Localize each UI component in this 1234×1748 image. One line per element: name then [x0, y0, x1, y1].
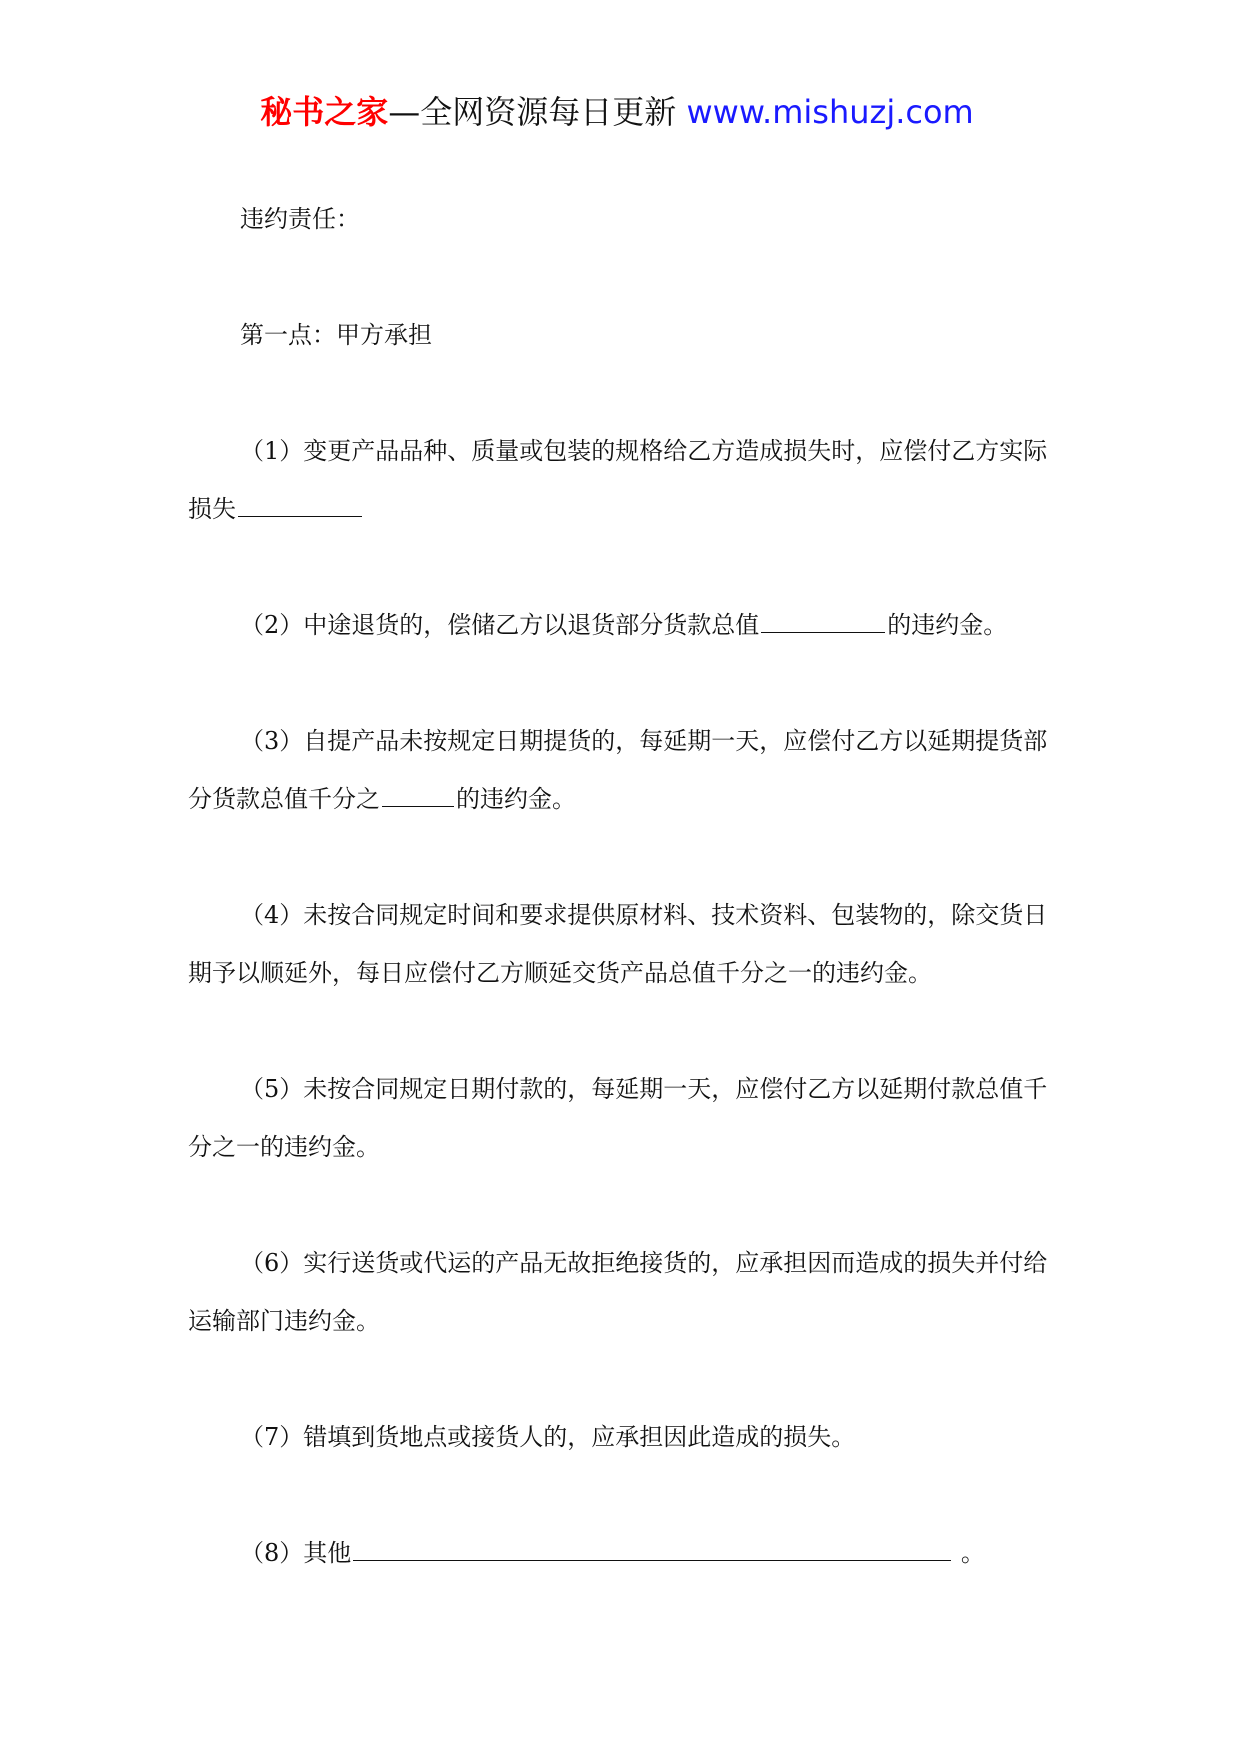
header-brand: 秘书之家	[260, 93, 389, 131]
clause-text-after: 。	[953, 1539, 985, 1567]
clause-text-after: 的违约金。	[887, 611, 1008, 639]
clause-text: （3）自提产品未按规定日期提货的，每延期一天，应偿付乙方以延期提货部分货款总值千分之	[188, 727, 1048, 813]
fill-blank	[238, 492, 362, 517]
clause-item-5: （5）未按合同规定日期付款的，每延期一天，应偿付乙方以延期付款总值千分之一的违约金。	[188, 1075, 1048, 1161]
clause-item-6: （6）实行送货或代运的产品无故拒绝接货的，应承担因而造成的损失并付给运输部门违约金。	[188, 1249, 1048, 1335]
clause-item-3	[188, 712, 1048, 828]
header-url-link[interactable]: www.mishuzj.com	[686, 93, 974, 131]
subsection-title: 第一点：甲方承担	[240, 321, 432, 349]
clause-item-1	[188, 422, 1048, 538]
header-tagline: —全网资源每日更新	[388, 93, 677, 131]
fill-blank	[353, 1536, 951, 1561]
clause-item-8	[188, 1524, 1048, 1582]
document-body	[188, 190, 1048, 1582]
section-title: 违约责任：	[240, 205, 360, 233]
fill-blank	[382, 782, 454, 807]
clause-item-4: （4）未按合同规定时间和要求提供原材料、技术资料、包装物的，除交货日期予以顺延外，每日应偿付乙方顺延交货产品总值千分之一的违约金。	[188, 901, 1048, 987]
page-header	[0, 92, 1234, 132]
clause-text: （8）其他	[240, 1539, 352, 1567]
clause-text: （2）中途退货的，偿储乙方以退货部分货款总值	[240, 611, 760, 639]
clause-item-2	[188, 596, 1048, 654]
clause-item-7: （7）错填到货地点或接货人的，应承担因此造成的损失。	[240, 1423, 856, 1451]
fill-blank	[761, 608, 885, 633]
clause-text: （1）变更产品品种、质量或包装的规格给乙方造成损失时，应偿付乙方实际损失	[188, 437, 1048, 523]
clause-text-after: 的违约金。	[456, 785, 576, 813]
